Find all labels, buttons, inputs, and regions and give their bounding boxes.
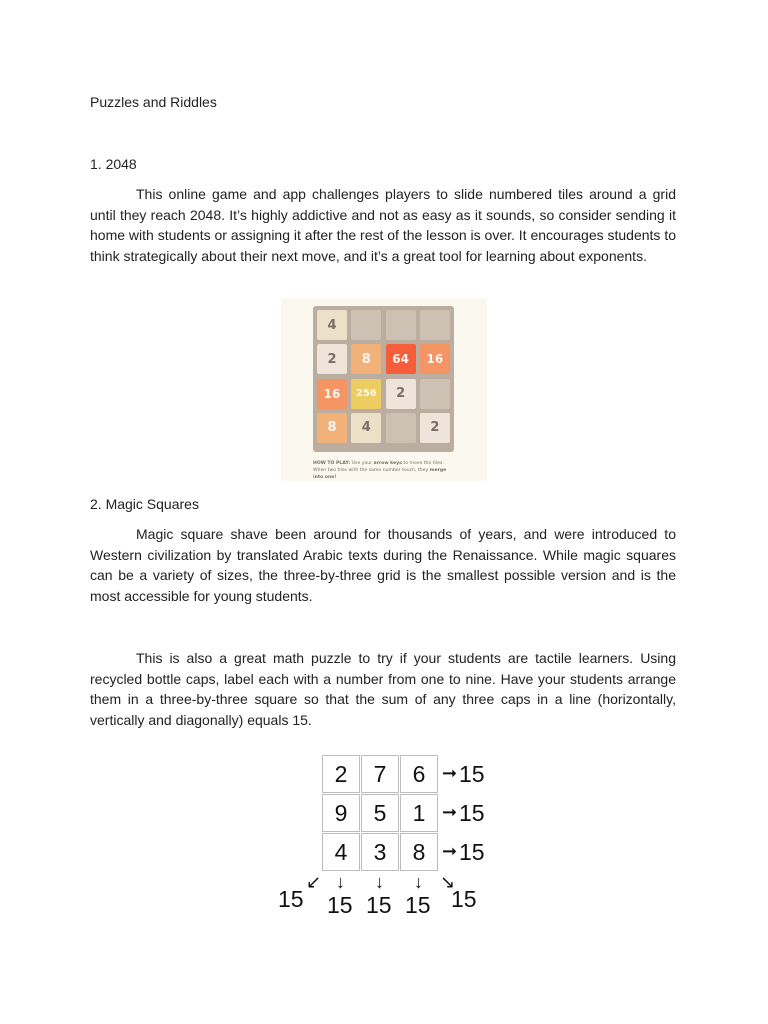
diagonal-sum-right: 15 <box>451 886 477 912</box>
diagonal-sum-left: 15 <box>278 886 304 912</box>
column-sum: 15 <box>405 892 431 918</box>
tile-256: 256 <box>351 379 381 409</box>
row-sum: 15 <box>459 839 485 865</box>
down-arrow-icon: ↓ <box>375 872 384 892</box>
magic-square-cell: 6 <box>400 755 438 793</box>
tile-empty <box>420 310 450 340</box>
tile-empty <box>420 379 450 409</box>
down-arrow-icon: ↓ <box>414 872 423 892</box>
diagonal-arrow-down-right-icon: ↘ <box>440 872 456 892</box>
section-heading-2048: 1. 2048 <box>90 156 137 172</box>
how-to-part2: to move the tiles. When two tiles with the same number touch, they <box>313 461 444 473</box>
tile-empty <box>386 310 416 340</box>
magic-square-figure <box>270 755 500 925</box>
tile-4: 4 <box>351 413 381 443</box>
down-arrow-icon: ↓ <box>336 872 345 892</box>
tile-16: 16 <box>420 344 450 374</box>
how-to-play-text <box>313 460 455 481</box>
right-arrow-icon: ➞ <box>442 841 458 861</box>
magic-squares-paragraph-2: This is also a great math puzzle to try if your students are tactile learners. Using recycled bottle caps, label each with a number from one to nine. Have your students arrange them in a three-by-three square so that the sum of any three caps in a line (horizontally, vertically and diagonally) equals 15. <box>90 650 676 728</box>
how-to-bold1: arrow keys <box>373 461 402 466</box>
magic-square-cell: 3 <box>361 833 399 871</box>
magic-squares-paragraph-1: Magic square shave been around for thousands of years, and were introduced to Western civilization by translated Arabic texts during the Renaissance. While magic squares can be a variety of sizes, the three-by-three grid is the smallest possible version and is the most accessible for young students. <box>90 526 676 604</box>
column-sum: 15 <box>366 892 392 918</box>
magic-square-cell: 1 <box>400 794 438 832</box>
right-arrow-icon: ➞ <box>442 763 458 783</box>
how-to-part1: Use your <box>350 461 374 466</box>
game-board <box>313 306 454 452</box>
tile-empty <box>386 413 416 443</box>
tile-4: 4 <box>317 310 347 340</box>
tile-8: 8 <box>317 413 347 443</box>
tile-64: 64 <box>386 344 416 374</box>
tile-8: 8 <box>351 344 381 374</box>
row-sum: 15 <box>459 761 485 787</box>
magic-square-cell: 5 <box>361 794 399 832</box>
tile-2: 2 <box>386 379 416 409</box>
diagonal-arrow-down-left-icon: ↙ <box>306 872 322 892</box>
tile-16: 16 <box>317 379 347 409</box>
magic-square-cell: 2 <box>322 755 360 793</box>
tile-empty <box>351 310 381 340</box>
column-sum: 15 <box>327 892 353 918</box>
magic-square-cell: 9 <box>322 794 360 832</box>
section-heading-magic-squares: 2. Magic Squares <box>90 496 199 512</box>
magic-square-cell: 7 <box>361 755 399 793</box>
magic-square-cell: 8 <box>400 833 438 871</box>
row-sum: 15 <box>459 800 485 826</box>
tile-2: 2 <box>420 413 450 443</box>
magic-square-cell: 4 <box>322 833 360 871</box>
tile-2: 2 <box>317 344 347 374</box>
right-arrow-icon: ➞ <box>442 802 458 822</box>
page-title: Puzzles and Riddles <box>90 94 217 110</box>
how-to-lead: HOW TO PLAY: <box>313 461 351 466</box>
how-to-bold2: merge into one! <box>313 468 447 480</box>
game-2048-screenshot <box>281 298 487 481</box>
section-2048-paragraph: This online game and app challenges players to slide numbered tiles around a grid until they reach 2048. It’s highly addictive and not as easy as it sounds, so consider sending it home with students or assigning it after the rest of the lesson is over. It encourages students to think strategically about their next move, and it’s a great tool for learning about exponents. <box>90 186 676 264</box>
